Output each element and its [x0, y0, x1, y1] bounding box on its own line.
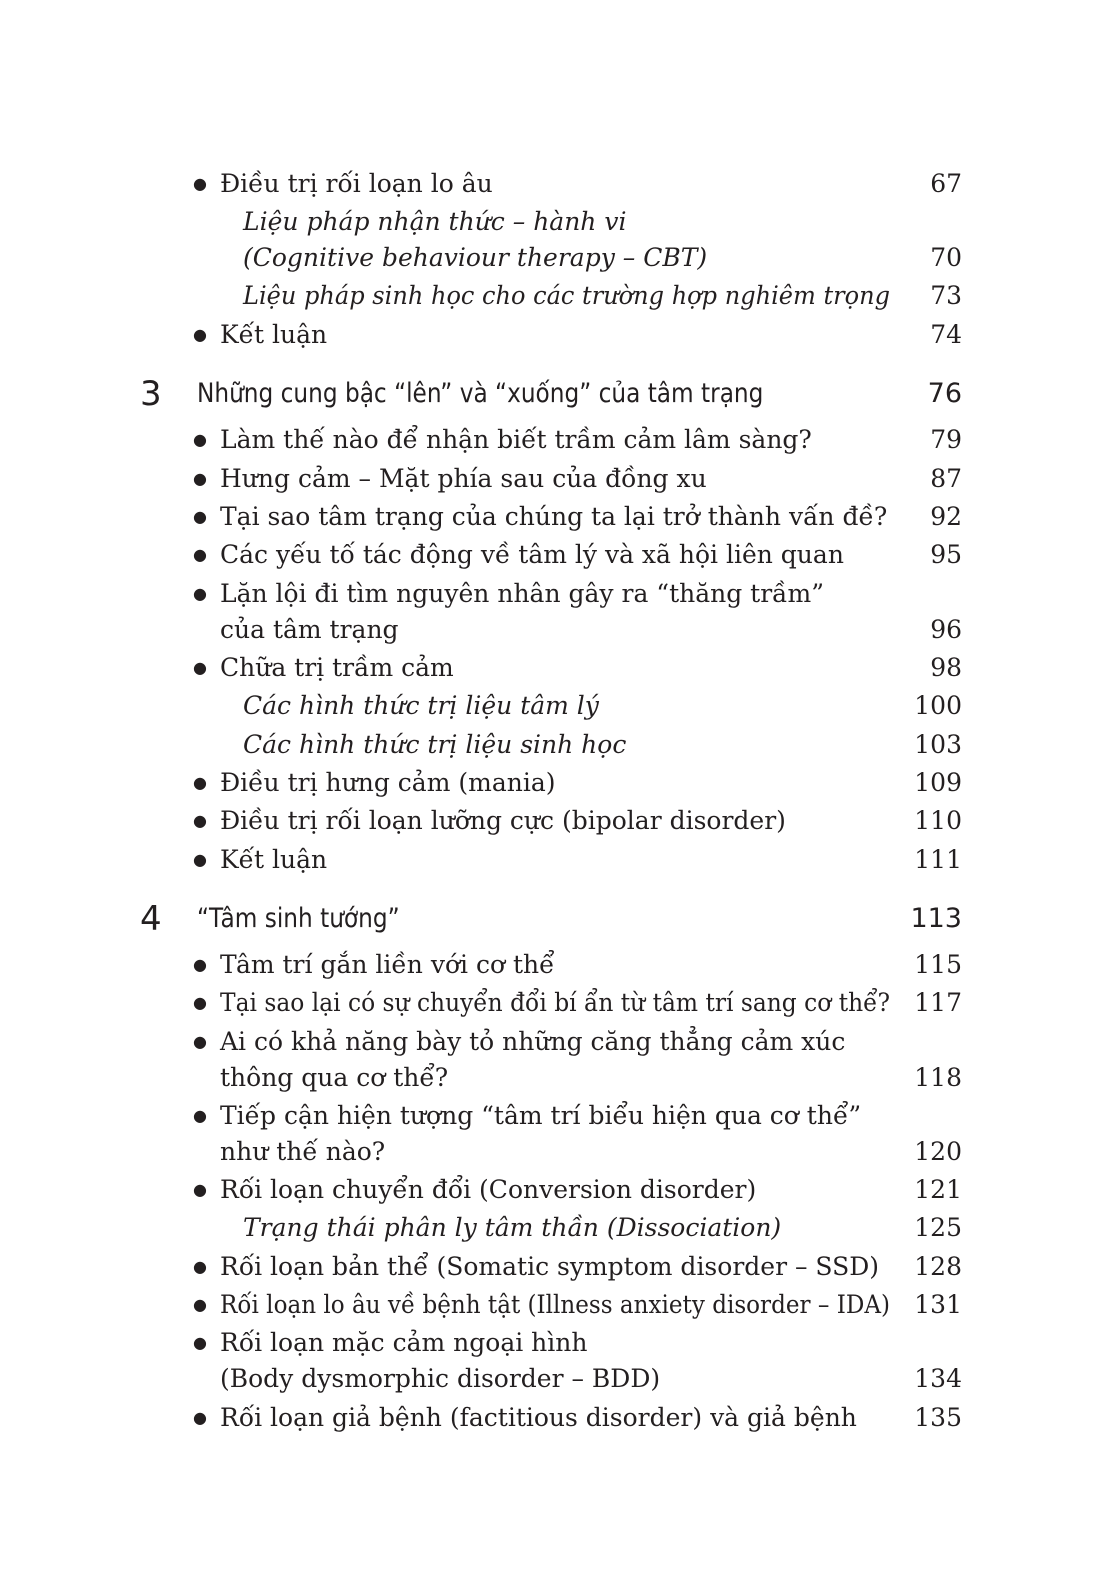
toc-entry-title: như thế nào?	[220, 1137, 386, 1166]
toc-entry-page: 67	[930, 169, 962, 198]
toc-entry-title: Điều trị hưng cảm (mania)	[220, 768, 556, 797]
bullet-icon: ●	[193, 1106, 207, 1125]
bullet-icon: ●	[193, 1333, 207, 1352]
toc-entry-title: Ai có khả năng bày tỏ những căng thẳng cảm xúc	[220, 1027, 846, 1056]
toc-entry-page: 134	[914, 1364, 962, 1393]
bullet-icon: ●	[193, 545, 207, 564]
toc-entry-title: Rối loạn lo âu về bệnh tật (Illness anxiety disorder – IDA)	[220, 1290, 890, 1319]
chapter-number: 4	[140, 899, 162, 939]
toc-entry	[0, 802, 1103, 840]
toc-entry-continuation	[0, 1360, 1103, 1398]
toc-entry-title: Kết luận	[220, 845, 328, 874]
chapter-heading	[0, 373, 1103, 414]
toc-entry	[0, 1097, 1103, 1135]
bullet-icon: ●	[193, 1032, 207, 1051]
toc-entry	[0, 1399, 1103, 1437]
toc-entry	[0, 984, 1103, 1022]
toc-entry-title: Tại sao lại có sự chuyển đổi bí ẩn từ tâm trí sang cơ thể?	[220, 988, 890, 1017]
bullet-icon: ●	[193, 1257, 207, 1276]
toc-entry	[0, 764, 1103, 802]
toc-subentry	[0, 203, 1103, 241]
toc-entry-title: thông qua cơ thể?	[220, 1063, 449, 1092]
bullet-icon: ●	[193, 773, 207, 792]
toc-entry-title: Điều trị rối loạn lưỡng cực (bipolar disorder)	[220, 806, 786, 835]
bullet-icon: ●	[193, 955, 207, 974]
toc-entry-title: Tại sao tâm trạng của chúng ta lại trở thành vấn đề?	[220, 502, 888, 531]
toc-entry-page: 79	[930, 425, 962, 454]
toc-entry-title: Rối loạn mặc cảm ngoại hình	[220, 1328, 588, 1357]
bullet-icon: ●	[193, 811, 207, 830]
chapter-page: 113	[910, 903, 962, 934]
toc-entry-page: 111	[914, 845, 962, 874]
toc-entry	[0, 316, 1103, 354]
bullet-icon: ●	[193, 325, 207, 344]
bullet-icon: ●	[193, 658, 207, 677]
toc-entry-page: 96	[930, 615, 962, 644]
toc-subentry-title: Trạng thái phân ly tâm thần (Dissociation)	[243, 1213, 782, 1242]
bullet-icon: ●	[193, 430, 207, 449]
chapter-page: 76	[927, 378, 962, 409]
toc-entry-title: Kết luận	[220, 320, 328, 349]
toc-subentry	[0, 1209, 1103, 1247]
toc-entry-page: 109	[914, 768, 962, 797]
toc-entry-title: Tâm trí gắn liền với cơ thể	[220, 950, 555, 979]
toc-entry-page: 92	[930, 502, 962, 531]
toc-entry	[0, 841, 1103, 879]
toc-entry	[0, 1286, 1103, 1324]
toc-subentry-title: Các hình thức trị liệu tâm lý	[243, 691, 599, 720]
toc-entry	[0, 460, 1103, 498]
toc-subentry	[0, 277, 1103, 315]
toc-entry-page: 74	[930, 320, 962, 349]
bullet-icon: ●	[193, 174, 207, 193]
toc-entry-title: của tâm trạng	[220, 615, 399, 644]
bullet-icon: ●	[193, 507, 207, 526]
toc-subentry	[0, 687, 1103, 725]
bullet-icon: ●	[193, 1295, 207, 1314]
toc-entry	[0, 575, 1103, 613]
toc-entry-title: Chữa trị trầm cảm	[220, 653, 454, 682]
bullet-icon: ●	[193, 850, 207, 869]
toc-entry-page: 70	[930, 243, 962, 272]
toc-entry	[0, 946, 1103, 984]
toc-entry	[0, 498, 1103, 536]
toc-entry-page: 120	[914, 1137, 962, 1166]
bullet-icon: ●	[193, 469, 207, 488]
bullet-icon: ●	[193, 993, 207, 1012]
toc-entry-title: Điều trị rối loạn lo âu	[220, 169, 493, 198]
toc-entry-title: (Body dysmorphic disorder – BDD)	[220, 1364, 661, 1393]
toc-entry-page: 131	[914, 1290, 962, 1319]
toc-entry-page: 115	[914, 950, 962, 979]
chapter-number: 3	[140, 374, 162, 414]
bullet-icon: ●	[193, 584, 207, 603]
toc-entry-page: 87	[930, 464, 962, 493]
toc-entry-title: Làm thế nào để nhận biết trầm cảm lâm sàng?	[220, 425, 812, 454]
toc-subentry-title: (Cognitive behaviour therapy – CBT)	[243, 243, 708, 272]
toc-entry-title: Rối loạn bản thể (Somatic symptom disorder – SSD)	[220, 1252, 880, 1281]
toc-entry-continuation	[0, 611, 1103, 649]
toc-subentry-title: Liệu pháp sinh học cho các trường hợp nghiêm trọng	[243, 281, 890, 310]
toc-entry	[0, 1171, 1103, 1209]
toc-entry-continuation	[0, 1059, 1103, 1097]
bullet-icon: ●	[193, 1180, 207, 1199]
toc-entry-continuation	[0, 1133, 1103, 1171]
toc-entry-title: Tiếp cận hiện tượng “tâm trí biểu hiện qua cơ thể”	[220, 1101, 862, 1130]
toc-entry	[0, 421, 1103, 459]
toc-entry	[0, 536, 1103, 574]
toc-entry-page: 98	[930, 653, 962, 682]
chapter-title: Những cung bậc “lên” và “xuống” của tâm trạng	[197, 378, 764, 409]
toc-entry-page: 95	[930, 540, 962, 569]
toc-entry	[0, 1324, 1103, 1362]
toc-entry-title: Lặn lội đi tìm nguyên nhân gây ra “thăng trầm”	[220, 579, 824, 608]
toc-entry-title: Rối loạn giả bệnh (factitious disorder) và giả bệnh	[220, 1403, 857, 1432]
toc-subentry-continuation	[0, 239, 1103, 277]
toc-entry	[0, 1248, 1103, 1286]
toc-entry	[0, 649, 1103, 687]
toc-entry	[0, 165, 1103, 203]
chapter-title: “Tâm sinh tướng”	[197, 903, 400, 934]
toc-subentry-title: Liệu pháp nhận thức – hành vi	[243, 207, 627, 236]
toc-entry-page: 125	[914, 1213, 962, 1242]
toc-entry-page: 103	[914, 730, 962, 759]
toc-entry	[0, 1023, 1103, 1061]
toc-entry-page: 117	[914, 988, 962, 1017]
toc-entry-title: Các yếu tố tác động về tâm lý và xã hội liên quan	[220, 540, 844, 569]
toc-entry-title: Rối loạn chuyển đổi (Conversion disorder)	[220, 1175, 757, 1204]
toc-entry-page: 128	[914, 1252, 962, 1281]
toc-entry-page: 73	[930, 281, 962, 310]
bullet-icon: ●	[193, 1408, 207, 1427]
toc-subentry-title: Các hình thức trị liệu sinh học	[243, 730, 627, 759]
toc-entry-page: 110	[914, 806, 962, 835]
toc-entry-page: 135	[914, 1403, 962, 1432]
toc-entry-title: Hưng cảm – Mặt phía sau của đồng xu	[220, 464, 707, 493]
toc-subentry	[0, 726, 1103, 764]
toc-entry-page: 100	[914, 691, 962, 720]
toc-entry-page: 121	[914, 1175, 962, 1204]
toc-entry-page: 118	[914, 1063, 962, 1092]
chapter-heading	[0, 898, 1103, 939]
